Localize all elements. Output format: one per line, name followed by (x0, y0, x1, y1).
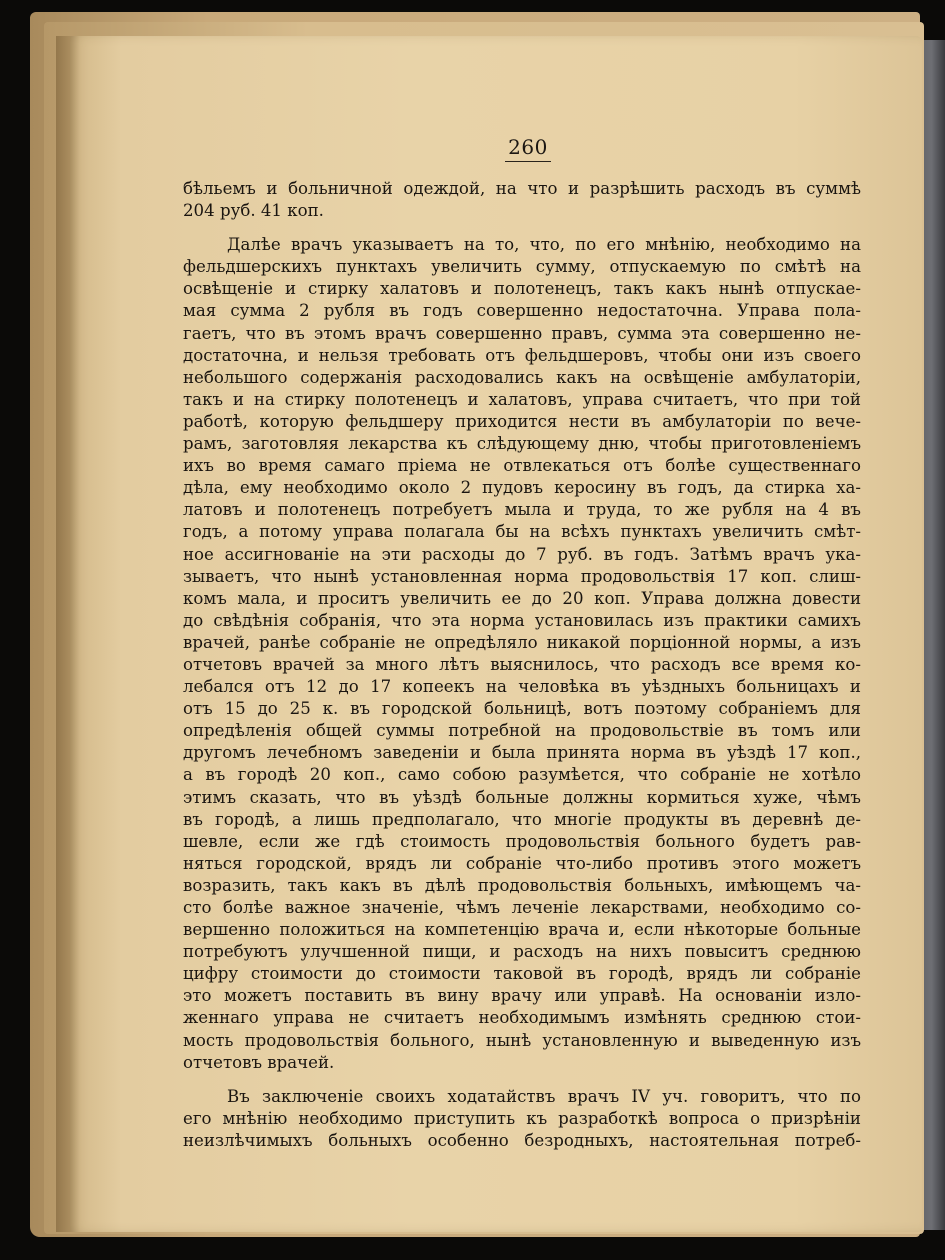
text-line: такъ и на стирку полотенецъ и халатовъ, управа считаетъ, что при той (183, 389, 861, 409)
page-number: 260 (508, 135, 548, 159)
paragraph-gap (183, 1074, 861, 1086)
text-line: возразить, такъ какъ въ дѣлѣ продовольствія больныхъ, имѣющемъ ча- (183, 875, 861, 895)
gutter-shadow (56, 36, 80, 1232)
text-line: 204 руб. 41 коп. (183, 201, 324, 221)
text-line: ное ассигнованіе на эти расходы до 7 руб. въ годъ. Затѣмъ врачъ ука- (183, 544, 861, 564)
text-line: опредѣленія общей суммы потребной на продовольствіе въ томъ или (183, 721, 861, 741)
text-line: потребуютъ улучшенной пищи, и расходъ на нихъ повыситъ среднюю (183, 942, 861, 962)
text-line: рамъ, заготовляя лекарства къ слѣдующему дню, чтобы приготовленіемъ (183, 434, 861, 454)
text-line: неизлѣчимыхъ больныхъ особенно безродныхъ, настоятельная потреб- (183, 1130, 861, 1150)
paragraph-1 (183, 178, 861, 222)
body-text (183, 178, 861, 1152)
text-line: отчетовъ врачей. (183, 1052, 335, 1072)
text-line: небольшого содержанія расходовались какъ на освѣщеніе амбулаторіи, (183, 367, 861, 387)
page-number-rule (505, 161, 551, 162)
paragraph-3 (183, 1086, 861, 1152)
text-line: Въ заключеніе своихъ ходатайствъ врачъ IV уч. говоритъ, что по (227, 1086, 861, 1106)
text-line: ихъ во время самаго пріема не отвлекаться отъ болѣе существеннаго (183, 456, 861, 476)
text-line: достаточна, и нельзя требовать отъ фельдшеровъ, чтобы они изъ своего (183, 345, 861, 365)
text-line: это можетъ поставить въ вину врачу или управѣ. На основаніи изло- (183, 986, 861, 1006)
text-line: няться городской, врядъ ли собраніе что-либо противъ этого можетъ (183, 853, 861, 873)
paragraph-gap (183, 222, 861, 234)
text-line: его мнѣнію необходимо приступить къ разработкѣ вопроса о призрѣніи (183, 1108, 861, 1128)
text-line: бѣльемъ и больничной одеждой, на что и разрѣшить расходъ въ суммѣ (183, 179, 861, 198)
text-line: до свѣдѣнія собранія, что эта норма установилась изъ практики самихъ (183, 610, 861, 630)
text-line: комъ мала, и проситъ увеличить ее до 20 коп. Управа должна довести (183, 588, 861, 608)
text-line: гаетъ, что въ этомъ врачъ совершенно правъ, сумма эта совершенно не- (183, 323, 861, 343)
text-line: врачей, ранѣе собраніе не опредѣляло никакой порціонной нормы, а изъ (183, 632, 861, 652)
text-line: другомъ лечебномъ заведеніи и была принята норма въ уѣздѣ 17 коп., (183, 743, 861, 763)
text-line: женнаго управа не считаетъ необходимымъ измѣнять среднюю стои- (183, 1008, 861, 1028)
text-line: освѣщеніе и стирку халатовъ и полотенецъ, такъ какъ нынѣ отпускае- (183, 279, 861, 299)
text-line: а въ городѣ 20 коп., само собою разумѣется, что собраніе не хотѣло (183, 765, 861, 785)
text-line: фельдшерскихъ пунктахъ увеличить сумму, отпускаемую по смѣтѣ на (183, 257, 861, 277)
text-line: вершенно положиться на компетенцію врача и, если нѣкоторые больные (183, 920, 861, 940)
text-line: мая сумма 2 рубля въ годъ совершенно недостаточна. Управа пола- (183, 301, 861, 321)
text-line: шевле, если же гдѣ стоимость продовольствія больного будетъ рав- (183, 831, 861, 851)
text-line: Далѣе врачъ указываетъ на то, что, по его мнѣнію, необходимо на (227, 235, 861, 255)
text-line: работѣ, которую фельдшеру приходится нести въ амбулаторіи по вече- (183, 411, 861, 431)
text-line: сто болѣе важное значеніе, чѣмъ леченіе лекарствами, необходимо со- (183, 898, 861, 917)
text-line: отъ 15 до 25 к. въ городской больницѣ, вотъ поэтому собраніемъ для (183, 699, 861, 719)
text-line: этимъ сказать, что въ уѣздѣ больные должны кормиться хуже, чѣмъ (183, 787, 861, 807)
text-line: латовъ и полотенецъ потребуетъ мыла и труда, то же рубля на 4 въ (183, 500, 861, 520)
paragraph-2 (183, 234, 861, 1074)
text-line: цифру стоимости до стоимости таковой въ городѣ, врядъ ли собраніе (183, 964, 861, 984)
text-line: годъ, а потому управа полагала бы на всѣхъ пунктахъ увеличить смѣт- (183, 522, 861, 542)
text-line: дѣла, ему необходимо около 2 пудовъ керосину въ годъ, да стирка ха- (183, 478, 861, 498)
text-line: отчетовъ врачей за много лѣтъ выяснилось, что расходъ все время ко- (183, 654, 861, 674)
text-line: мость продовольствія больного, нынѣ установленную и выведенную изъ (183, 1030, 861, 1050)
text-line: зываетъ, что нынѣ установленная норма продовольствія 17 коп. слиш- (183, 566, 861, 586)
text-line: въ городѣ, а лишь предполагало, что многіе продукты въ деревнѣ де- (183, 809, 861, 829)
text-line: лебался отъ 12 до 17 копеекъ на человѣка въ уѣздныхъ больницахъ и (183, 677, 861, 697)
